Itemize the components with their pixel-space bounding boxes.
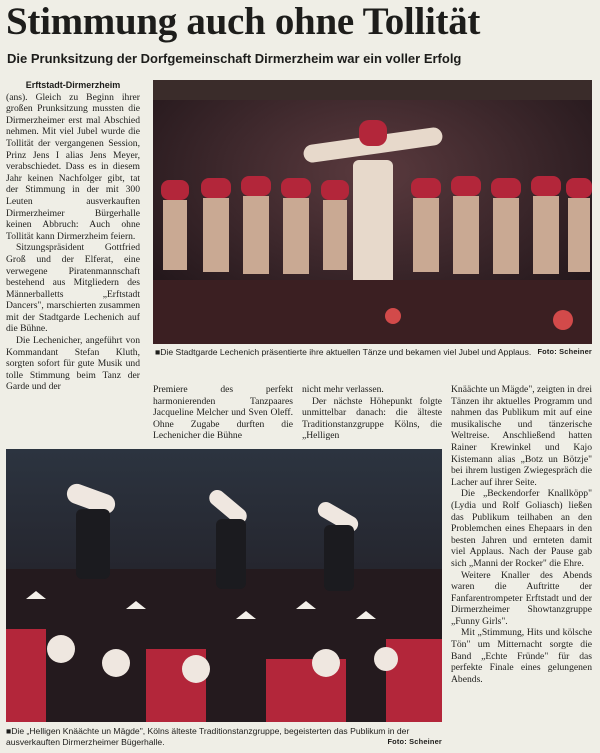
right-column bbox=[451, 384, 592, 685]
dateline: Erftstadt-Dirmerzheim bbox=[25, 80, 121, 90]
left-paragraph-2: Sitzungspräsident Gottfried Groß und der Elferat, eine verwegene Piratenmannschaft bestehend aus Mitgliedern des Männerballetts „Erftstadt Dancers", marschierten zusammen mit der Stadtgarde Lechenich auf die Bühne. bbox=[6, 242, 140, 335]
helligen-dancers-illustration bbox=[6, 449, 442, 722]
caption-top-credit: Foto: Scheiner bbox=[537, 347, 592, 356]
subheadline: Die Prunksitzung der Dorfgemeinschaft Dirmerzheim war ein voller Erfolg bbox=[7, 51, 462, 66]
right-paragraph-4: Mit „Stimmung, Hits und kölsche Tön" um Mitternacht sorgte die Band „Echte Fründe" für das perfekte Finale eines gelungenen Abends. bbox=[451, 627, 592, 685]
caption-bottom-text: Die „Helligen Knäächte un Mägde", Kölns älteste Traditionstanzgruppe, begeisterten das Publikum in der ausverkauften Dirmerzheimer Bügerhalle. bbox=[6, 726, 410, 747]
caption-bullet-icon: ■ bbox=[155, 347, 161, 357]
mid-paragraph-2b: Der nächste Höhepunkt folgte unmittelbar danach: die älteste Traditionstanzgruppe Kölns, die „Helligen bbox=[302, 395, 442, 442]
mid-paragraph-2a: nicht mehr verlassen. bbox=[302, 384, 384, 395]
photo-helligen bbox=[6, 449, 442, 722]
right-paragraph-2: Die „Beckendorfer Knallköpp" (Lydia und Rolf Goliasch) ließen das Publikum teilhaben an den Problemchen eines Ehepaars in den besten Jahren und ernteten damit viel Applaus. Nach der Pause gab sich „Manni der Rocker" die Ehre. bbox=[451, 488, 592, 569]
mid-column-1 bbox=[153, 384, 293, 442]
caption-top bbox=[155, 347, 592, 358]
right-paragraph-1: Knäächte un Mägde", zeigten in drei Tänzen ihr aktuelles Programm und nahmen das Publikum mit auf eine musikalische und tänzerische Weltreise. Anschließend hatten Rainer Krewinkel und Kajo Kistemann alias „Botz un Bötzje" bei ihrem lustigen Zwiegespräch die Lacher auf ihrer Seite. bbox=[451, 384, 592, 488]
headline: Stimmung auch ohne Tollität bbox=[6, 0, 481, 43]
stadtgarde-dancers-illustration bbox=[153, 80, 592, 344]
mid-column-2 bbox=[302, 384, 442, 442]
caption-bottom-credit: Foto: Scheiner bbox=[387, 736, 442, 746]
left-paragraph-1: (ans). Gleich zu Beginn ihrer großen Prunksitzung mussten die Dirmerzheimer erst mal Abschied nehmen. Mit viel Jubel wurde die Tollität der vergangenen Session, Prinz Jens I alias Jens Meyer, verabschiedet. Dass es in diesem Jahr keinen Nachfolger gibt, tat der Stimmung in der mit 300 Leuten ausverkauften Dirmerzheimer Bürgerhalle keinen Abbruch: Auch ohne Tollität kann Dirmerzheim feiern. bbox=[6, 91, 140, 242]
caption-bullet-icon: ■ bbox=[6, 726, 12, 736]
left-paragraph-3: Die Lechenicher, angeführt von Kommandant Stefan Kluth, sorgten sofort für gute Musik und tolle Stimmung beim Tanz der Garde und der bbox=[6, 335, 140, 393]
caption-top-text: Die Stadtgarde Lechenich präsentierte ihre aktuellen Tänze und bekamen viel Jubel und Applaus. bbox=[160, 347, 532, 357]
left-column bbox=[6, 80, 140, 393]
right-paragraph-3: Weitere Knaller des Abends waren die Auftritte der Fanfarentrompeter Erftstadt und der Dirmerzheimer Showtanzgruppe „Funny Girls". bbox=[451, 569, 592, 627]
photo-stadtgarde bbox=[153, 80, 592, 344]
mid-paragraph-1: Premiere des perfekt harmonierenden Tanzpaares Jacqueline Melcher und Sven Oleff. Ohne Zugabe durften die Lechenicher die Bühne bbox=[153, 384, 293, 442]
caption-bottom bbox=[6, 726, 442, 748]
